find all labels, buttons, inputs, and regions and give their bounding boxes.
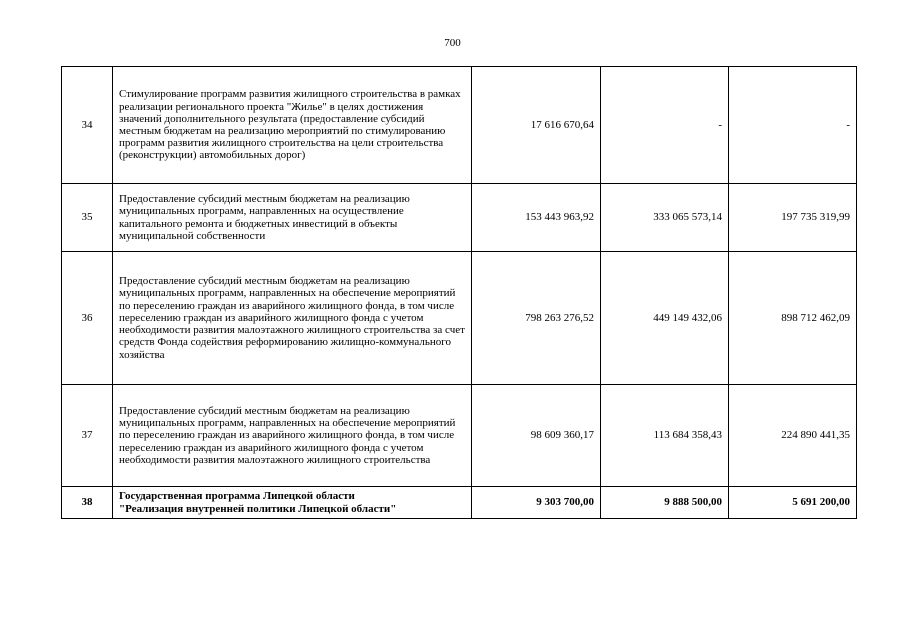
total-description	[113, 487, 472, 519]
total-description-line: Государственная программа Липецкой области	[119, 490, 355, 503]
row-description: Предоставление субсидий местным бюджетам на реализацию муниципальных программ, направленных на обеспечение мероприятий по переселению граждан из аварийного жилищного фонда, в том числе переселению граждан из аварийного жилищного фонда с учетом необходимости развития малоэтажного жилищного строительства за счет средств Фонда содействия реформированию жилищно-коммунального хозяйства	[113, 252, 472, 385]
amount-cell: -	[601, 67, 729, 184]
amount-cell: 153 443 963,92	[472, 184, 601, 252]
total-amount-cell: 5 691 200,00	[729, 487, 857, 519]
total-description-line: "Реализация внутренней политики Липецкой области"	[119, 502, 397, 515]
row-number: 38	[62, 487, 113, 519]
budget-table	[61, 66, 857, 519]
amount-cell: 197 735 319,99	[729, 184, 857, 252]
table-row	[62, 184, 857, 252]
row-description: Предоставление субсидий местным бюджетам на реализацию муниципальных программ, направленных на обеспечение мероприятий по переселению граждан из аварийного жилищного фонда, в том числе переселению граждан из аварийного жилищного фонда с учетом необходимости развития малоэтажного жилищного строительства	[113, 385, 472, 487]
total-row	[62, 487, 857, 519]
row-number: 37	[62, 385, 113, 487]
amount-cell: -	[729, 67, 857, 184]
table-row	[62, 252, 857, 385]
page-number: 700	[444, 37, 461, 49]
row-description: Предоставление субсидий местным бюджетам на реализацию муниципальных программ, направленных на осуществление капитального ремонта и бюджетных инвестиций в объекты муниципальной собственности	[113, 184, 472, 252]
amount-cell: 333 065 573,14	[601, 184, 729, 252]
total-amount-cell: 9 888 500,00	[601, 487, 729, 519]
row-number: 34	[62, 67, 113, 184]
amount-cell: 98 609 360,17	[472, 385, 601, 487]
amount-cell: 798 263 276,52	[472, 252, 601, 385]
row-number: 35	[62, 184, 113, 252]
amount-cell: 17 616 670,64	[472, 67, 601, 184]
row-number: 36	[62, 252, 113, 385]
amount-cell: 449 149 432,06	[601, 252, 729, 385]
row-description: Стимулирование программ развития жилищного строительства в рамках реализации регионального проекта "Жилье" в целях достижения значений дополнительного результата (предоставление субсидий местным бюджетам на реализацию мероприятий по стимулированию программ развития жилищного строительства на цели строительства (реконструкции) автомобильных дорог)	[113, 67, 472, 184]
table-row	[62, 67, 857, 184]
table-row	[62, 385, 857, 487]
amount-cell: 113 684 358,43	[601, 385, 729, 487]
amount-cell: 898 712 462,09	[729, 252, 857, 385]
amount-cell: 224 890 441,35	[729, 385, 857, 487]
total-amount-cell: 9 303 700,00	[472, 487, 601, 519]
